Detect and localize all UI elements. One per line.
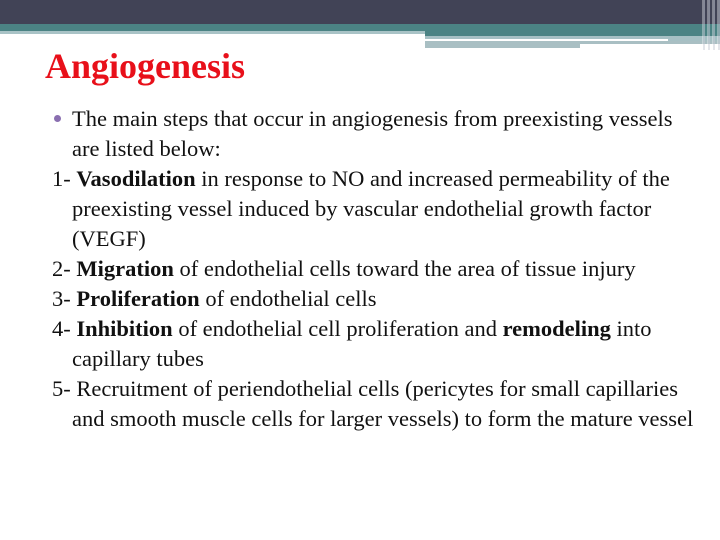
- step-text: Recruitment of periendothelial cells (pericytes for small capillaries and smooth muscle cells for larger vessels) to form the mature vessel: [70, 376, 694, 431]
- step-text: of endothelial cells toward the area of tissue injury: [173, 256, 636, 281]
- slide-body: [52, 104, 702, 434]
- step-number: 2-: [52, 256, 71, 281]
- step-number: 3-: [52, 286, 71, 311]
- header-right-grey-bar-thin: [580, 41, 720, 44]
- step-keyword: Inhibition: [76, 316, 173, 341]
- step-keyword: Proliferation: [76, 286, 200, 311]
- intro-text: The main steps that occur in angiogenesis from preexisting vessels are listed below:: [72, 106, 673, 161]
- step-text-end: into capillary tubes: [72, 316, 652, 371]
- step-text: of endothelial cells: [199, 286, 377, 311]
- step-4: [52, 314, 702, 374]
- step-number: 1-: [52, 166, 71, 191]
- step-number: 5-: [52, 376, 71, 401]
- step-5: [52, 374, 702, 434]
- round-bullet-icon: [54, 115, 61, 122]
- header-left-light-strip: [0, 31, 425, 34]
- intro-bullet: [52, 104, 702, 164]
- slide-header-bands: [0, 0, 720, 50]
- header-right-grey-bar: [425, 41, 580, 48]
- step-2: [52, 254, 702, 284]
- header-teal-band: [0, 24, 720, 31]
- step-number: 4-: [52, 316, 71, 341]
- step-keyword: Migration: [76, 256, 174, 281]
- step-text: of endothelial cell proliferation and: [172, 316, 503, 341]
- step-3: [52, 284, 702, 314]
- step-keyword: Vasodilation: [76, 166, 196, 191]
- step-1: [52, 164, 702, 254]
- step-keyword-2: remodeling: [502, 316, 611, 341]
- header-dark-band: [0, 0, 720, 24]
- slide-title: Angiogenesis: [45, 46, 246, 86]
- step-text: in response to NO and increased permeability of the preexisting vessel induced by vascular endothelial growth factor (VEGF): [72, 166, 670, 251]
- header-edge-stripes: [700, 0, 720, 50]
